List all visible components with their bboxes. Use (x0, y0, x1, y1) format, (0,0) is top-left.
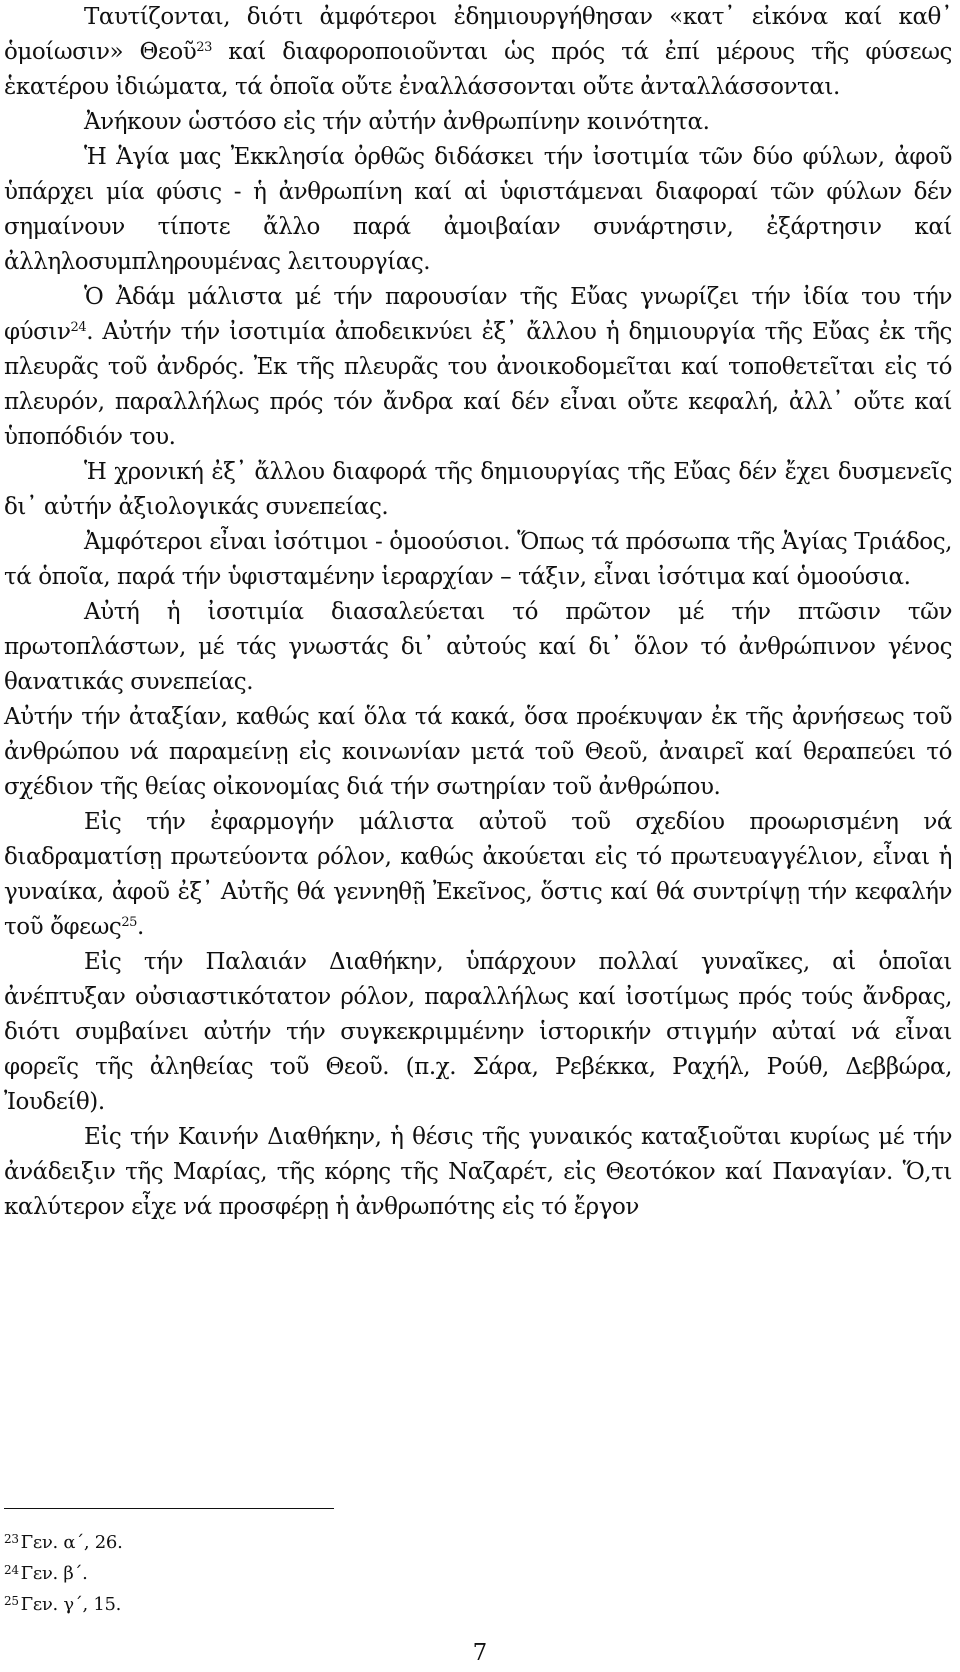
paragraph (4, 525, 952, 595)
paragraph-text: Ἀνήκουν ὡστόσο εἰς τήν αὐτήν ἀνθρωπίνην κοινότητα. (84, 109, 710, 135)
paragraph-text: . Αὐτήν τήν ἰσοτιμία ἀποδεικνύει ἐξ᾽ ἄλλου ἡ δημιουργία τῆς Εὔας ἐκ τῆς πλευρᾶς τοῦ ἀνδρός. Ἐκ τῆς πλευρᾶς του ἀνοικοδομεῖται καί τοποθετεῖται εἰς τό πλευρόν, παραλλήλως πρός τόν ἄνδρα καί δέν εἶναι οὔτε κεφαλή, ἀλλ᾽ οὔτε καί ὑποπόδιόν του. (4, 319, 952, 450)
footnote-text: Γεν. β΄. (20, 1563, 88, 1584)
paragraph-text: Αὐτή ἡ ἰσοτιμία διασαλεύεται τό πρῶτον μέ τήν πτῶσιν τῶν πρωτοπλάστων, μέ τάς γνωστάς δι᾽ αὐτούς καί δι᾽ ὅλον τό ἀνθρώπινον γένος θανατικάς συνεπείας. (4, 599, 952, 695)
footnote-reference: 24 (70, 320, 87, 335)
paragraph (4, 140, 952, 280)
footnote-separator (4, 1508, 334, 1509)
footnote-number: 24 (4, 1563, 19, 1577)
paragraph (4, 700, 952, 805)
paragraph-text: καί διαφοροποιοῦνται ὡς πρός τά ἐπί μέρους τῆς φύσεως ἑκατέρου ἰδιώματα, τά ὁποῖα οὔτε ἐναλλάσσονται οὔτε ἀνταλλάσσονται. (4, 39, 952, 100)
paragraph-text: Εἰς τήν ἐφαρμογήν μάλιστα αὐτοῦ τοῦ σχεδίου προωρισμένη νά διαδραματίσῃ πρωτεύοντα ρόλον, καθώς ἀκούεται εἰς τό πρωτευαγγέλιον, εἶναι ἡ γυναίκα, ἀφοῦ ἐξ᾽ Αὐτῆς θά γεννηθῇ Ἐκεῖνος, ὅστις καί θά συντρίψῃ τήν κεφαλήν τοῦ ὄφεως (4, 809, 952, 940)
footnote (4, 1589, 604, 1620)
footnote-reference: 25 (121, 915, 137, 930)
paragraph (4, 280, 952, 455)
body-text (4, 0, 952, 1225)
paragraph-text: Ὁ Ἀδάμ μάλιστα μέ τήν παρουσίαν τῆς Εὔας γνωρίζει τήν ἰδία του τήν φύσιν (4, 284, 952, 345)
paragraph-text: Ἀμφότεροι εἶναι ἰσότιμοι - ὁμοούσιοι. Ὅπως τά πρόσωπα τῆς Ἁγίας Τριάδος, τά ὁποῖα, παρά τήν ὑφισταμένην ἱεραρχίαν – τάξιν, εἶναι ἰσότιμα καί ὁμοούσια. (4, 529, 952, 590)
paragraph-text: Ταυτίζονται, διότι ἀμφότεροι ἐδημιουργήθησαν «κατ᾽ εἰκόνα καί καθ᾽ ὁμοίωσιν» Θεοῦ (4, 4, 952, 65)
paragraph-text: Εἰς τήν Παλαιάν Διαθήκην, ὑπάρχουν πολλαί γυναῖκες, αἱ ὁποῖαι ἀνέπτυξαν οὐσιαστικότατον ρόλον, παραλλήλως καί ἰσοτίμως πρός τούς ἄνδρας, διότι συμβαίνει αὐτήν τήν συγκεκριμμένην ἱστορικήν στιγμήν αὐταί νά εἶναι φορεῖς τῆς ἀληθείας τοῦ Θεοῦ. (π.χ. Σάρα, Ρεβέκκα, Ραχήλ, Ρούθ, Δεββώρα, Ἰουδείθ). (4, 949, 952, 1115)
paragraph (4, 805, 952, 945)
footnote (4, 1558, 604, 1589)
footnote (4, 1527, 604, 1558)
footnote-number: 23 (4, 1532, 19, 1546)
footnotes (4, 1527, 604, 1620)
paragraph (4, 455, 952, 525)
paragraph (4, 945, 952, 1120)
footnote-reference: 23 (196, 40, 212, 55)
paragraph-text: Ἡ χρονική ἐξ᾽ ἄλλου διαφορά τῆς δημιουργίας τῆς Εὔας δέν ἔχει δυσμενεῖς δι᾽ αὐτήν ἀξιολογικάς συνεπείας. (4, 459, 952, 520)
paragraph (4, 595, 952, 700)
footnote-text: Γεν. α΄, 26. (20, 1532, 123, 1553)
footnote-number: 25 (4, 1594, 19, 1608)
footnote-text: Γεν. γ΄, 15. (20, 1594, 122, 1615)
paragraph (4, 0, 952, 105)
paragraph-text: Αὐτήν τήν ἀταξίαν, καθώς καί ὅλα τά κακά, ὅσα προέκυψαν ἐκ τῆς ἀρνήσεως τοῦ ἀνθρώπου νά παραμείνῃ εἰς κοινωνίαν μετά τοῦ Θεοῦ, ἀναιρεῖ καί θεραπεύει τό σχέδιον τῆς θείας οἰκονομίας διά τήν σωτηρίαν τοῦ ἀνθρώπου. (4, 704, 952, 800)
paragraph-text: Ἡ Ἁγία μας Ἐκκλησία ὀρθῶς διδάσκει τήν ἰσοτιμία τῶν δύο φύλων, ἀφοῦ ὑπάρχει μία φύσις - ἡ ἀνθρωπίνη καί αἱ ὑφιστάμεναι διαφοραί τῶν φύλων δέν σημαίνουν τίποτε ἄλλο παρά ἀμοιβαίαν συνάρτησιν, ἐξάρτησιν καί ἀλληλοσυμπληρουμένας λειτουργίας. (4, 144, 952, 275)
paragraph-text: . (136, 914, 144, 940)
paragraph-text: Εἰς τήν Καινήν Διαθήκην, ἡ θέσις τῆς γυναικός καταξιοῦται κυρίως μέ τήν ἀνάδειξιν τῆς Μαρίας, τῆς κόρης τῆς Ναζαρέτ, εἰς Θεοτόκον καί Παναγίαν. Ὅ,τι καλύτερον εἶχε νά προσφέρῃ ἡ ἀνθρωπότης εἰς τό ἔργον (4, 1124, 952, 1220)
paragraph (4, 105, 952, 140)
paragraph (4, 1120, 952, 1225)
page-number: 7 (472, 1640, 488, 1666)
